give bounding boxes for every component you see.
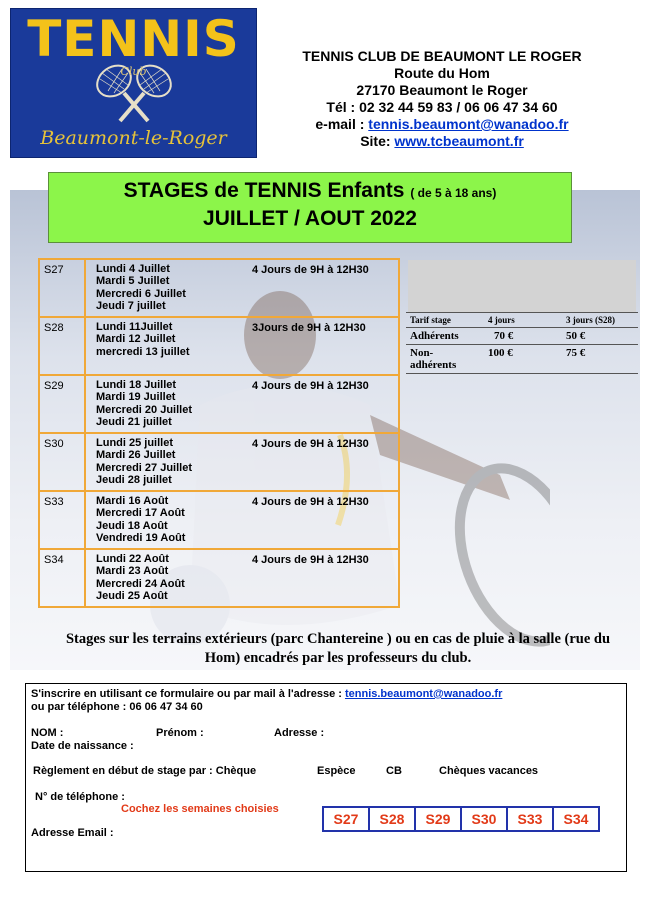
tarif-cell: 50 € bbox=[562, 328, 638, 345]
club-street: Route du Hom bbox=[394, 65, 490, 81]
weeks-instruction: Cochez les semaines choisies bbox=[121, 803, 279, 815]
week-checkbox-s34[interactable]: S34 bbox=[552, 806, 600, 832]
form-phone: ou par téléphone : 06 06 47 34 60 bbox=[31, 701, 203, 713]
title-banner bbox=[48, 172, 572, 243]
day-label: Vendredi 19 Août bbox=[96, 532, 186, 545]
week-checkbox-s28[interactable]: S28 bbox=[368, 806, 416, 832]
day-label: Mardi 12 Juillet bbox=[96, 333, 176, 346]
schedule-table bbox=[38, 258, 400, 608]
week-code: S28 bbox=[39, 317, 85, 375]
club-name: TENNIS CLUB DE BEAUMONT LE ROGER bbox=[302, 48, 582, 64]
banner-line2: JUILLET / AOUT 2022 bbox=[203, 207, 417, 230]
tarif-header-row bbox=[406, 313, 638, 328]
week-days bbox=[85, 433, 246, 491]
day-label: Mercredi 24 Août bbox=[96, 577, 185, 590]
tarif-header: Tarif stage bbox=[406, 313, 484, 328]
week-hours: 3Jours de 9H à 12H30 bbox=[246, 317, 399, 375]
week-hours: 4 Jours de 9H à 12H30 bbox=[246, 491, 399, 549]
tarif-table bbox=[406, 312, 638, 374]
week-code: S29 bbox=[39, 375, 85, 433]
form-intro-text: S'inscrire en utilisant ce formulaire ou par mail à l'adresse : bbox=[31, 688, 345, 700]
day-label: Mercredi 17 Août bbox=[96, 507, 185, 520]
club-site-link[interactable]: www.tcbeaumont.fr bbox=[394, 133, 524, 149]
field-prenom[interactable]: Prénom : bbox=[156, 727, 204, 739]
schedule-row bbox=[39, 549, 399, 607]
banner-title: STAGES de TENNIS Enfants bbox=[123, 179, 405, 202]
club-address-block bbox=[262, 48, 622, 150]
week-days bbox=[85, 317, 246, 375]
tarif-header: 4 jours bbox=[484, 313, 562, 328]
tarif-cell: 100 € bbox=[484, 345, 562, 374]
day-label: Jeudi 7 juillet bbox=[96, 300, 166, 313]
tarif-cell: 75 € bbox=[562, 345, 638, 374]
field-payment-espece[interactable]: Espèce bbox=[317, 765, 356, 777]
tarif-row bbox=[406, 328, 638, 345]
field-adresse[interactable]: Adresse : bbox=[274, 727, 325, 739]
week-days bbox=[85, 491, 246, 549]
day-label: Mardi 23 Août bbox=[96, 565, 169, 578]
tarif-cell: Non- adhérents bbox=[406, 345, 484, 374]
club-phone: Tél : 02 32 44 59 83 / 06 06 47 34 60 bbox=[326, 99, 558, 115]
club-email-link[interactable]: tennis.beaumont@wanadoo.fr bbox=[368, 116, 569, 132]
day-label: Lundi 22 Août bbox=[96, 553, 169, 565]
form-intro bbox=[31, 688, 502, 700]
field-telephone[interactable]: N° de téléphone : bbox=[35, 791, 125, 803]
banner-line1 bbox=[49, 178, 571, 206]
field-payment-vacances[interactable]: Chèques vacances bbox=[439, 765, 539, 777]
field-payment-cb[interactable]: CB bbox=[386, 765, 402, 777]
tarif-cell: 70 € bbox=[484, 328, 562, 345]
field-birthdate[interactable]: Date de naissance : bbox=[31, 740, 134, 752]
day-label: Mardi 26 Juillet bbox=[96, 449, 176, 462]
day-label: Lundi 18 Juillet bbox=[96, 379, 177, 391]
logo-town: Beaumont-le-Roger bbox=[40, 127, 227, 149]
schedule-row bbox=[39, 317, 399, 375]
day-label: Jeudi 28 juillet bbox=[96, 474, 172, 487]
field-payment-cheque[interactable]: Règlement en début de stage par : Chèque bbox=[33, 765, 257, 777]
day-label: Mercredi 20 Juillet bbox=[96, 403, 192, 416]
day-label: Lundi 25 juillet bbox=[96, 437, 174, 449]
day-label: Jeudi 18 Août bbox=[96, 519, 168, 532]
schedule-row bbox=[39, 433, 399, 491]
week-checkboxes bbox=[322, 806, 598, 832]
week-code: S27 bbox=[39, 259, 85, 317]
registration-form bbox=[25, 683, 627, 872]
day-label: Jeudi 25 Août bbox=[96, 590, 168, 603]
day-label: Mercredi 27 Juillet bbox=[96, 461, 192, 474]
field-nom[interactable]: NOM : bbox=[31, 727, 64, 739]
week-hours: 4 Jours de 9H à 12H30 bbox=[246, 433, 399, 491]
schedule-row bbox=[39, 375, 399, 433]
tarif-row bbox=[406, 345, 638, 374]
week-days bbox=[85, 259, 246, 317]
week-checkbox-s29[interactable]: S29 bbox=[414, 806, 462, 832]
week-hours: 4 Jours de 9H à 12H30 bbox=[252, 554, 369, 566]
form-email-link[interactable]: tennis.beaumont@wanadoo.fr bbox=[344, 688, 503, 700]
week-code: S33 bbox=[39, 491, 85, 549]
week-hours: 4 Jours de 9H à 12H30 bbox=[246, 259, 399, 317]
week-checkbox-s27[interactable]: S27 bbox=[322, 806, 370, 832]
tarif-header: 3 jours (S28) bbox=[562, 313, 638, 328]
schedule-row bbox=[39, 259, 399, 317]
site-label: Site: bbox=[360, 133, 395, 149]
day-label: Lundi 11Juillet bbox=[96, 321, 173, 333]
day-label: Mercredi 6 Juillet bbox=[96, 287, 186, 300]
logo-title: TENNIS bbox=[27, 10, 240, 68]
banner-age: ( de 5 à 18 ans) bbox=[410, 186, 497, 200]
day-label: Mardi 19 Juillet bbox=[96, 391, 176, 404]
week-checkbox-s33[interactable]: S33 bbox=[506, 806, 554, 832]
tarif-cell: Adhérents bbox=[406, 328, 484, 345]
club-site-line bbox=[262, 133, 622, 150]
schedule-row bbox=[39, 491, 399, 549]
club-city: 27170 Beaumont le Roger bbox=[356, 82, 528, 98]
day-label: Mardi 16 Août bbox=[96, 495, 169, 507]
week-hours: 4 Jours de 9H à 12H30 bbox=[246, 375, 399, 433]
club-logo bbox=[10, 8, 257, 158]
day-label: Jeudi 21 juillet bbox=[96, 416, 172, 429]
email-label: e-mail : bbox=[315, 116, 369, 132]
club-email-line bbox=[262, 116, 622, 133]
week-code: S34 bbox=[39, 549, 85, 607]
week-days bbox=[85, 549, 246, 607]
tarif-shade bbox=[408, 260, 636, 312]
week-checkbox-s30[interactable]: S30 bbox=[460, 806, 508, 832]
day-label: mercredi 13 juillet bbox=[96, 345, 190, 358]
field-email[interactable]: Adresse Email : bbox=[31, 827, 114, 839]
week-days bbox=[85, 375, 246, 433]
day-label: Mardi 5 Juillet bbox=[96, 275, 170, 288]
day-label: Lundi 4 Juillet bbox=[96, 263, 170, 275]
week-code: S30 bbox=[39, 433, 85, 491]
location-note: Stages sur les terrains extérieurs (parc Chantereine ) ou en cas de pluie à la salle (rue du Hom) encadrés par les professeurs du club. bbox=[65, 631, 611, 666]
logo-club: Club bbox=[120, 65, 147, 78]
